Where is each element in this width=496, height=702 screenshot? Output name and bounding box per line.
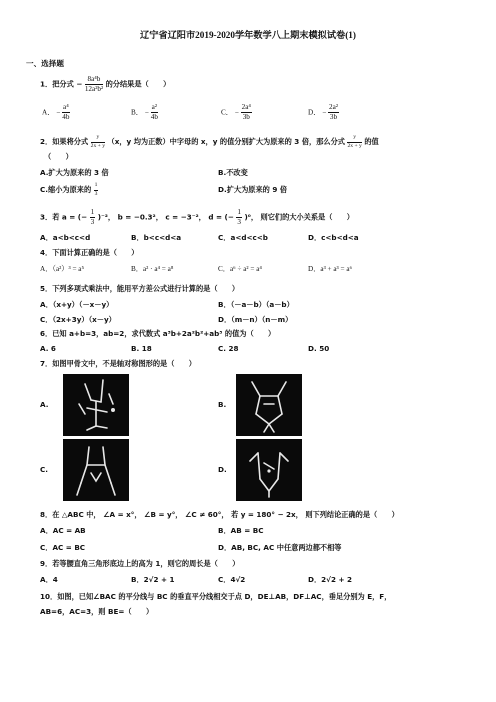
q8-option-c: C．AC = BC [40, 543, 86, 552]
q1-option-d: D． − $\frac{\text{2a²}}{3b}$ [308, 103, 338, 122]
q3-stem: 3．若 a = (− $\frac{1}{3}$ )⁻²， b = −0.3²， c = −3⁻²， d = (− $\frac{1}{3}$ )⁰， 则它们的大小关系是（ ） [40, 208, 354, 227]
q6-option-a: A. 6 [40, 344, 56, 353]
page-title: 辽宁省辽阳市2019-2020学年数学八上期末模拟试卷(1) [140, 30, 356, 40]
q8-option-b: B．AB = BC [218, 526, 264, 535]
q8-option-d: D．AB, BC, AC 中任意两边都不相等 [218, 543, 342, 552]
q9-option-b: B．2√2 + 1 [131, 575, 175, 584]
q7-option-d: D. [218, 465, 227, 474]
q2-stem: 2．如果将分式 $\frac{y}{2x + y}$ （x，y 均为正数）中字母的 x，y 的值分别扩大为原来的 3 倍，那么分式 $\frac{y}{2x + y}$ 的值 [40, 134, 379, 149]
q6-stem: 6．已知 a+b=3，ab=2，求代数式 a³b+2a²b²+ab³ 的值为（ ） [40, 329, 276, 338]
q10-stem-line2: AB=6，AC=3，则 BE=（ ） [40, 607, 154, 616]
q1-option-c: C． − $\frac{\text{2a⁴}}{3b}$ [221, 103, 251, 122]
q4-stem: 4．下面计算正确的是（ ） [40, 248, 139, 257]
q8-stem: 8．在 △ABC 中， ∠A = x°， ∠B = y°， ∠C ≠ 60°， 若 y = 180° − 2x， 则下列结论正确的是（ ） [40, 510, 399, 519]
q10-stem-line1: 10．如图，已知∠BAC 的平分线与 BC 的垂直平分线相交于点 D，DE⊥AB，DF⊥AC，垂足分别为 E，F， [40, 592, 392, 601]
section-heading: 一、选择题 [26, 59, 64, 68]
q5-stem: 5．下列多项式乘法中，能用平方差公式进行计算的是（ ） [40, 284, 240, 293]
oracle-glyph-b-image [236, 374, 302, 436]
q9-option-a: A．4 [40, 575, 58, 584]
q9-stem: 9．若等腰直角三角形底边上的高为 1，则它的周长是（ ） [40, 559, 240, 568]
q5-option-a: A．（x+y）（－x－y） [40, 300, 114, 309]
q4-option-b: B．a² · a⁴ = a⁸ [131, 265, 174, 273]
q4-option-d: D．a³ + a³ = a⁶ [308, 265, 353, 273]
q7-option-a: A. [40, 400, 49, 409]
q8-option-a: A．AC = AB [40, 526, 86, 535]
q7-option-c: C. [40, 465, 49, 474]
q9-option-d: D．2√2 + 2 [308, 575, 352, 584]
q4-option-c: C．a⁶ ÷ a² = a⁴ [218, 265, 262, 273]
q6-option-b: B. 18 [131, 344, 152, 353]
q5-option-b: B．（－a－b）（a－b） [218, 300, 294, 309]
q1-stem: 1．把分式 − $\frac{\text{8a⁴b}}{\text{12a²b²}}$ 的分结果是（ ） [40, 75, 171, 94]
q5-option-c: C．（2x+3y）（x－y） [40, 315, 116, 324]
q2-option-a: A.扩大为原来的 3 倍 [40, 168, 109, 177]
q3-option-d: D．c<b<d<a [308, 233, 359, 242]
q7-option-b: B. [218, 400, 227, 409]
q6-option-d: D. 50 [308, 344, 330, 353]
q9-option-c: C．4√2 [218, 575, 246, 584]
q5-option-d: D．（m－n）（n－m） [218, 315, 293, 324]
q7-stem: 7．如图甲骨文中，不是轴对称图形的是（ ） [40, 359, 196, 368]
q2-option-c: C.缩小为原来的 $\frac{1}{3}$ [40, 182, 98, 197]
oracle-glyph-c-image [63, 439, 129, 501]
q2-stem-cont: （ ） [44, 152, 73, 161]
oracle-glyph-a-image [63, 374, 129, 436]
q2-option-d: D.扩大为原来的 9 倍 [218, 185, 288, 194]
q3-option-a: A．a<b<c<d [40, 233, 91, 242]
q6-option-c: C. 28 [218, 344, 239, 353]
q4-option-a: A．（a²）³ = a⁵ [40, 265, 84, 273]
q1-option-a: A． − $\frac{\text{a⁴}}{4b}$ [42, 103, 70, 122]
oracle-glyph-d-image [236, 439, 302, 501]
q2-option-b: B.不改变 [218, 168, 248, 177]
q3-option-c: C．a<d<c<b [218, 233, 268, 242]
q3-option-b: B．b<c<d<a [131, 233, 182, 242]
q1-option-b: B． − $\frac{\text{a²}}{4b}$ [131, 103, 158, 122]
